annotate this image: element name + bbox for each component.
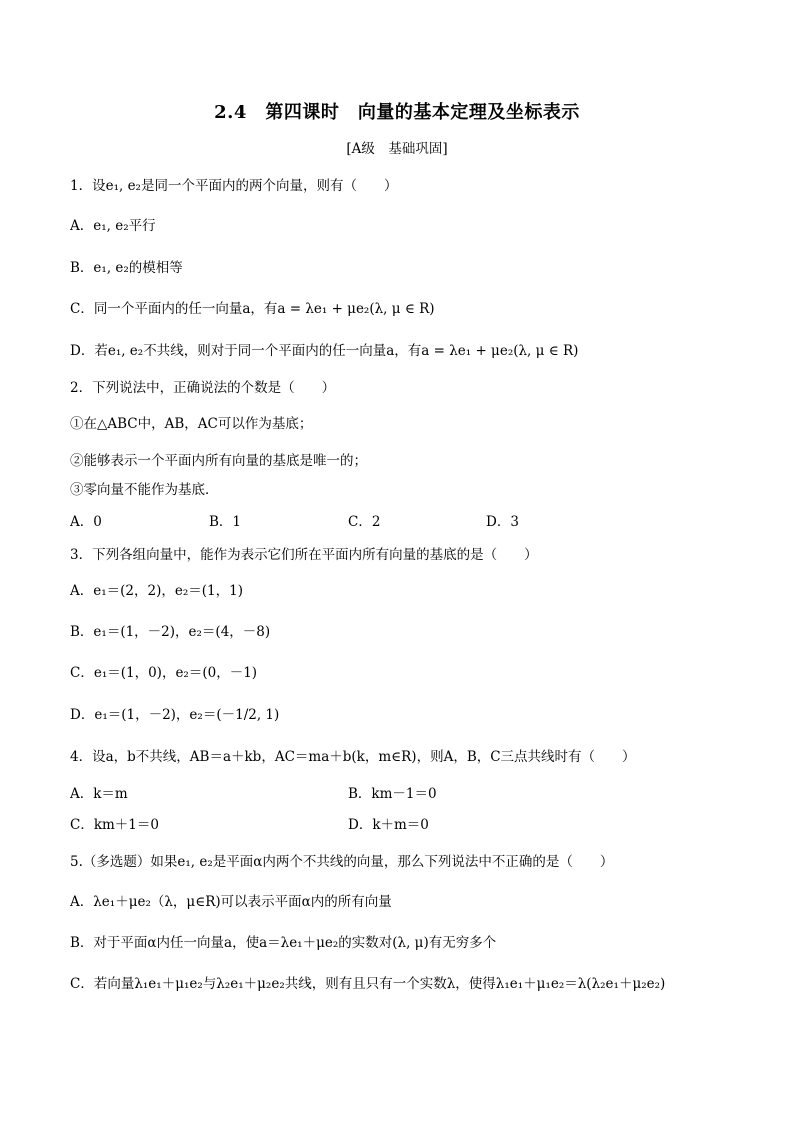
q2-stem: 2．下列说法中，正确说法的个数是（ ） <box>70 380 336 396</box>
q4-stem: 4．设a，b不共线，AB＝a＋kb，AC＝ma＋b(k，m∈R)，则A，B，C三点共线时有（ ） <box>70 749 636 765</box>
q2-statement-1: ①在△ABC中，AB，AC可以作为基底； <box>70 416 313 432</box>
q1-option-c: C．同一个平面内的任一向量a，有a = λe₁ + μe₂(λ, μ ∈ R) <box>70 301 435 317</box>
q2-option-b: B．1 <box>209 514 242 530</box>
q4-option-d: D．k＋m＝0 <box>348 817 429 833</box>
q2-statement-2: ②能够表示一个平面内所有向量的基底是唯一的； <box>70 453 367 469</box>
q3-option-d: D．e₁＝(1，－2)，e₂＝(－1/2, 1) <box>70 707 280 723</box>
page-title: 2.4 第四课时 向量的基本定理及坐标表示 <box>214 102 580 123</box>
q2-option-d: D．3 <box>486 514 519 530</box>
level-subtitle: [A级 基础巩固] <box>346 141 448 157</box>
q4-option-a: A．k＝m <box>70 786 128 802</box>
q2-option-c: C．2 <box>348 514 381 530</box>
q5-option-b: B．对于平面α内任一向量a，使a＝λe₁＋μe₂的实数对(λ, μ)有无穷多个 <box>70 935 497 951</box>
q4-option-c: C．km＋1＝0 <box>70 817 159 833</box>
q5-stem: 5.（多选题）如果e₁, e₂是平面α内两个不共线的向量，那么下列说法中不正确的是（ ） <box>70 854 614 870</box>
q3-option-b: B．e₁＝(1，－2)，e₂＝(4，－8) <box>70 624 271 640</box>
q3-option-a: A．e₁＝(2，2)，e₂＝(1，1) <box>70 583 243 599</box>
q1-option-b: B．e₁, e₂的模相等 <box>70 260 183 276</box>
q5-option-c: C．若向量λ₁e₁＋μ₁e₂与λ₂e₁＋μ₂e₂共线，则有且只有一个实数λ，使得λ₁e₁＋μ₁e₂＝λ(λ₂e₁＋μ₂e₂) <box>70 976 666 992</box>
q4-option-b: B．km－1＝0 <box>348 786 437 802</box>
q1-stem: 1．设e₁, e₂是同一个平面内的两个向量，则有（ ） <box>70 178 398 194</box>
q2-option-a: A．0 <box>70 514 102 530</box>
q3-option-c: C．e₁＝(1，0)，e₂＝(0，－1) <box>70 665 258 681</box>
q5-option-a: A．λe₁＋μe₂（λ，μ∈R)可以表示平面α内的所有向量 <box>70 894 392 910</box>
q1-option-d: D．若e₁, e₂不共线，则对于同一个平面内的任一向量a，有a = λe₁ + μe₂(λ, μ ∈ R) <box>70 343 579 359</box>
q3-stem: 3．下列各组向量中，能作为表示它们所在平面内所有向量的基底的是（ ） <box>70 547 538 563</box>
q2-statement-3: ③零向量不能作为基底． <box>70 482 219 498</box>
q1-option-a: A．e₁, e₂平行 <box>70 218 156 234</box>
